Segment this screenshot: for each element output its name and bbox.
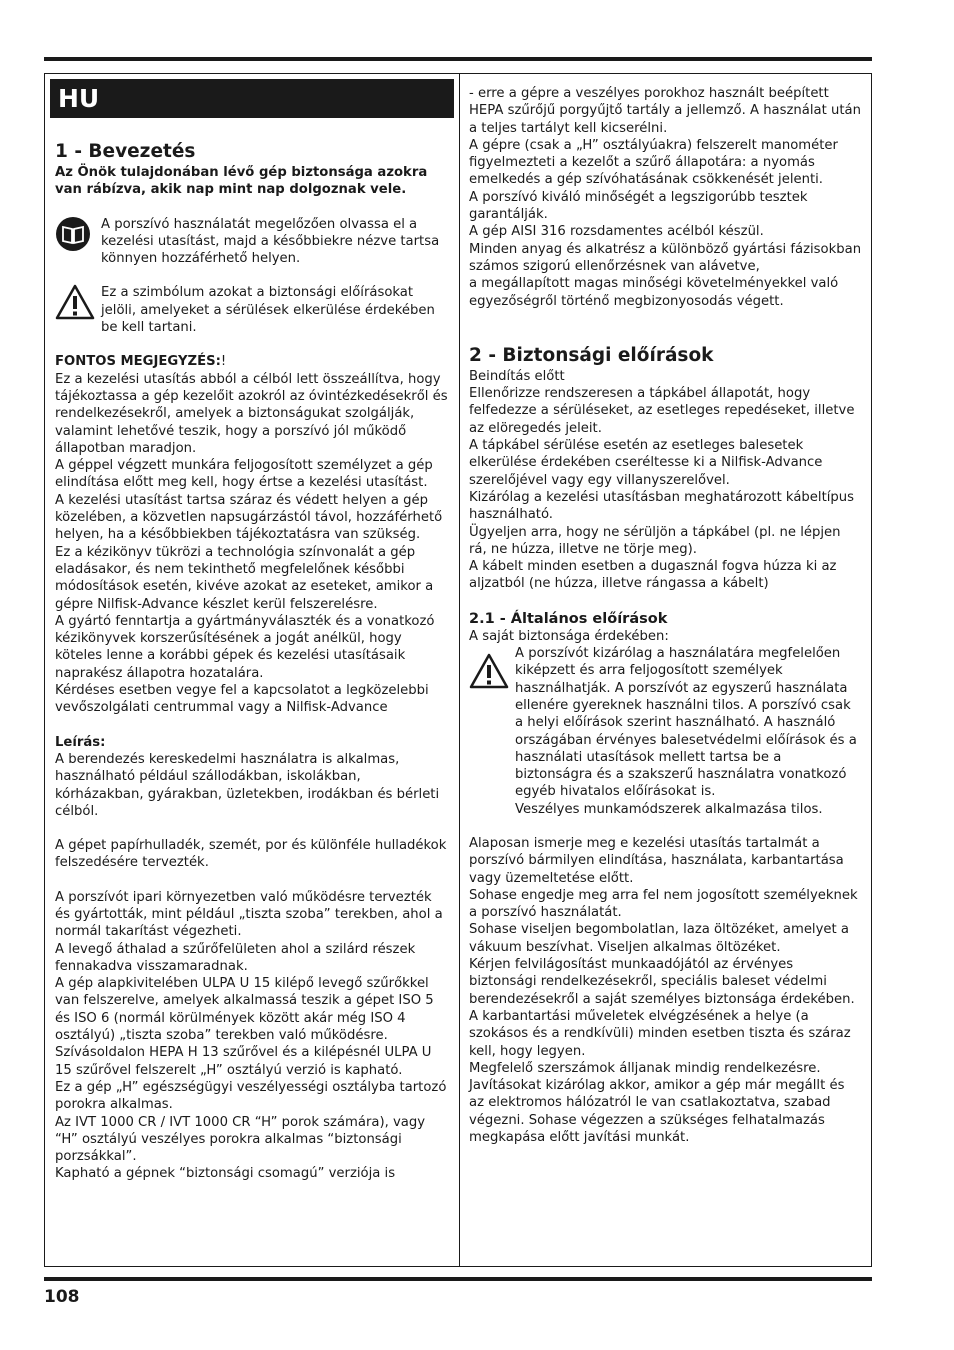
- bottom-rule: [44, 1277, 872, 1281]
- section-2-title: 2 - Biztonsági előírások: [469, 344, 714, 366]
- important-p1: Ez a kezelési utasítás abból a célból lett összeállítva, hogy tájékoztassa a gép kezelőit azokról az óvintézkedésekről és rendelkezésekről, amelyek a biztonságukat szolgálják, valamint lehetővé teszik, hogy a porszívó jól működő állapotban maradjon.: [55, 371, 448, 456]
- important-p4: Ez a kézikönyv tükrözi a technológia színvonalát a gép eladásakor, és nem tekinthető megfelelőnek későbbi módosítások esetén, kivéve azokat az eseteket, amikor a gépre Nilfisk-Advance készlet kerül felszerelésre.: [55, 544, 434, 612]
- description-p3b: A levegő áthalad a szűrőfelületen ahol a szilárd részek fennakadva visszamaradnak.: [55, 941, 416, 974]
- continuation-p4: A gép AISI 316 rozsdamentes acélból készül.: [469, 224, 764, 240]
- subsection-intro: A saját biztonsága érdekében:: [469, 628, 669, 644]
- language-badge: HU: [50, 79, 454, 118]
- description-p3c: A gép alapkivitelében ULPA U 15 kilépő levegő szűrőkkel van felszerelve, amelyek alkalmassá teszik a gépet ISO 5 és ISO 6 (normál körülmények között akár még ISO 4 osztályú) „tiszta szoba” terekben való működésre.: [55, 976, 434, 1044]
- continuation-p1: - erre a gépre a veszélyes porokhoz használt beépített HEPA szűrőjű porgyűjtő tartály a jellemző. A használat után a teljes tartályt kell kicserélni.: [469, 86, 861, 136]
- column-divider: [459, 73, 460, 1267]
- description-p3f: Az IVT 1000 CR / IVT 1000 CR “H” porok számára), vagy “H” osztályú veszélyes porokra alkalmas “biztonsági porzsákkal”.: [55, 1114, 426, 1165]
- continuation-p2: A gépre (csak a „H” osztályúakra) felszerelt manométer figyelmezteti a kezelőt a szűrő állapotára: a nyomás emelkedés a gép szívóhatásának csökkenését jelenti.: [469, 137, 838, 188]
- page-number: 108: [44, 1287, 80, 1307]
- closing-p6: Megfelelő szerszámok álljanak mindig rendelkezésre.: [469, 1060, 821, 1076]
- closing-p7: Javításokat kizárólag akkor, amikor a gép már megállt és az elektromos hálózatról le van csatlakoztatva, szabad végezni. Sohase végezzen a szükséges felhatalmazás megkapása előtt javítási munkát.: [469, 1078, 845, 1146]
- warning-triangle-icon: [469, 645, 515, 694]
- manual-note: [55, 216, 450, 268]
- description-label: Leírás:: [55, 734, 106, 750]
- warning-triangle-icon: [55, 284, 101, 325]
- right-column: [469, 85, 862, 1146]
- continuation-p3: A porszívó kiváló minőségét a legszigorúbb tesztek garantálják.: [469, 189, 808, 223]
- description-p3e: Ez a gép „H” egészségügyi veszélyességi osztályba tartozó porokra alkalmas.: [55, 1079, 447, 1113]
- continuation-p6: a megállapított magas minőségi követelményekkel való egyezőségről történő megbizonyosodás végett.: [469, 276, 839, 309]
- subsection-2-1-title: 2.1 - Általános előírások: [469, 610, 668, 627]
- top-rule: [44, 57, 872, 61]
- description-p3g: Kapható a gépnek “biztonsági csomagú” verziója is: [55, 1166, 396, 1182]
- warning-note-text: Ez a szimbólum azokat a biztonsági előírásokat jelöli, amelyeket a sérülések elkerülése érdekében be kell tartani.: [101, 285, 435, 336]
- general-warning-tail: Veszélyes munkamódszerek alkalmazása tilos.: [515, 801, 823, 817]
- important-label: FONTOS MEGJEGYZÉS:: [55, 354, 221, 370]
- section-1-title: 1 - Bevezetés: [55, 141, 196, 162]
- description-p2: A gépet papírhulladék, szemét, por és különféle hulladékok felszedésére tervezték.: [55, 838, 447, 871]
- manual-note-text: A porszívó használatát megelőzően olvassa el a kezelési utasítást, majd a későbbiekre nézve tartsa könnyen hozzáférhető helyen.: [101, 216, 440, 267]
- section2-p1: Beindítás előtt: [469, 368, 565, 384]
- section2-p2: Ellenőrizze rendszeresen a tápkábel állapotát, hogy felfedezze a sérüléseket, az esetleges repedéseket, illetve az elöregedés jeleit.: [469, 386, 855, 436]
- left-column: [55, 140, 450, 1183]
- section2-p6: A kábelt minden esetben a dugasznál fogva húzza ki az aljzatból (ne húzza, illetve rángassa a kábelt): [469, 559, 837, 592]
- general-warning-text: A porszívót kizárólag a használatára megfelelően kiképzett és arra feljogosított személyek használhatják. A porszívót az egyszerű használata ellenére gyereknek használni tilos. A porszívó csak a helyi előírások szerint használható. A használó országában érvényes balesetvédelmi előírások és a használati utasítások mellett tartsa be a biztonságra és a szakszerű használatra vonatkozó egyéb hivatalos előírásokat is.: [515, 646, 857, 800]
- important-suffix: !: [220, 354, 227, 370]
- important-heading: [55, 353, 450, 370]
- continuation-p5: Minden anyag és alkatrész a különböző gyártási fázisokban számos szigorú ellenőrzésnek van alávetve,: [469, 241, 862, 274]
- closing-p3: Sohase viseljen begombolatlan, laza öltözéket, amelyet a vákuum beszívhat. Viseljen alkalmas öltözéket.: [469, 922, 849, 955]
- important-p6: Kérdéses esetben vegye fel a kapcsolatot a legközelebbi vevőszolgálati centrummal vagy a Nilfisk-Advance: [55, 683, 429, 716]
- manual-book-icon: [55, 216, 101, 257]
- description-p3d: Szívásoldalon HEPA H 13 szűrővel és a kilépésnél ULPA U 15 szűrővel felszerelt „H” osztályú verzió is kapható.: [55, 1045, 432, 1078]
- closing-p4: Kérjen felvilágosítást munkaadójától az érvényes biztonsági rendelkezésekről, speciális baleset védelmi berendezésekről a saját személyes biztonsága érdekében.: [469, 957, 855, 1007]
- section2-p4: Kizárólag a kezelési utasításban meghatározott kábeltípus használható.: [469, 489, 854, 523]
- description-p3a: A porszívót ipari környezetben való működésre tervezték és gyártották, mint például „tiszta szoba” terekben, ahol a normál takarítást végezheti.: [55, 889, 443, 940]
- general-warning: [469, 645, 862, 818]
- closing-p5: A karbantartási műveletek elvégzésének a helye (a szokásos és a rendkívüli) minden esetben tiszta és száraz kell, hogy legyen.: [469, 1008, 851, 1059]
- section2-p3: A tápkábel sérülése esetén az esetleges balesetek elkerülése érdekében cseréltesse ki a Nilfisk-Advance szerelőjével vagy egy villanyszerelővel.: [469, 438, 823, 488]
- important-p5: A gyártó fenntartja a gyártmányválaszték és a vonatkozó kézikönyvek korszerűsítésének a jogát anélkül, hogy köteles lenne a korábbi gépek és kezelési utasításaik naprakész állapotra hozatalára.: [55, 613, 435, 681]
- closing-p2: Sohase engedje meg arra fel nem jogosított személyeknek a porszívó használatát.: [469, 887, 858, 921]
- important-p3: A kezelési utasítást tartsa száraz és védett helyen a gép közelében, a közvetlen napsugárzástól távol, hozzáférhető helyen, ha a későbbiekben tájékoztatásra van szükség.: [55, 492, 443, 543]
- warning-note: [55, 284, 450, 336]
- description-p1: A berendezés kereskedelmi használatra is alkalmas, használható például szállodákban, iskolákban, kórházakban, gyárakban, üzletekben, irodákban és bérleti célból.: [55, 751, 440, 819]
- important-p2: A géppel végzett munkára feljogosított személyzet a gép elindítása előtt meg kell, hogy értse a kezelési utasítást.: [55, 458, 433, 491]
- section2-p5: Ügyeljen arra, hogy ne sérüljön a tápkábel (pl. ne lépjen rá, ne húzza, illetve ne törje meg).: [469, 524, 841, 557]
- closing-p1: Alaposan ismerje meg e kezelési utasítás tartalmát a porszívó bármilyen elindítása, használata, karbantartása vagy üzemeltetése előtt.: [469, 835, 844, 886]
- intro-text: Az Önök tulajdonában lévő gép biztonsága azokra van rábízva, akik nap mint nap dolgoznak vele.: [55, 165, 428, 198]
